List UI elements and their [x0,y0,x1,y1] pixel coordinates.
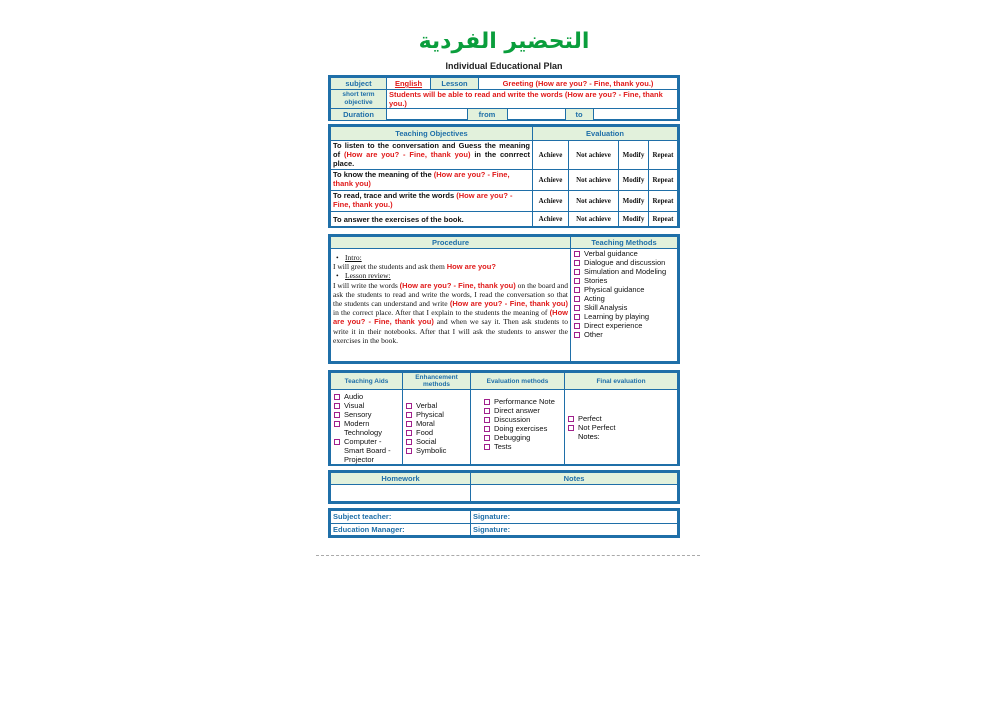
method-checkbox[interactable]: Stories [573,276,675,285]
enhancement-checkbox[interactable]: Moral [405,419,468,428]
aid-checkbox[interactable]: Audio [333,392,400,401]
method-checkbox[interactable]: Acting [573,294,675,303]
teaching-aids-header: Teaching Aids [331,373,403,390]
to-value [593,109,677,120]
notes-header: Notes [471,473,678,485]
enhancement-checkbox[interactable]: Verbal [405,401,468,410]
objectives-table [328,124,680,228]
document-header [328,28,680,72]
evaluation-checkbox[interactable]: Tests [483,442,562,451]
arabic-title: التحضير الفردية [418,29,590,54]
evaluation-checkbox[interactable]: Debugging [483,433,562,442]
procedure-text [331,249,571,362]
review-heading: • Lesson review: [333,271,568,280]
method-checkbox[interactable]: Dialogue and discussion [573,258,675,267]
aid-checkbox[interactable]: Modern Technology [333,419,400,437]
final-checkbox[interactable]: Perfect [567,414,675,423]
enhancement-checkbox[interactable]: Food [405,428,468,437]
objective-row: To answer the exercises of the book. [331,212,533,227]
teaching-methods-list [571,249,678,362]
enhancement-checkbox[interactable]: Social [405,437,468,446]
evaluation-checkbox[interactable]: Performance Note [483,397,562,406]
method-checkbox[interactable]: Physical guidance [573,285,675,294]
method-checkbox[interactable]: Other [573,330,675,339]
final-evaluation-list [565,390,678,465]
aid-checkbox[interactable]: Sensory [333,410,400,419]
modify-option[interactable]: Modify [619,212,649,227]
objective-value: Students will be able to read and write the words (How are you? - Fine, thank you.) [387,90,678,109]
info-table [328,75,680,121]
not-achieve-option[interactable]: Not achieve [569,191,619,212]
duration-label: Duration [331,109,387,121]
teaching-aids-list [331,390,403,465]
not-achieve-option[interactable]: Not achieve [569,212,619,227]
procedure-table [328,234,680,364]
lesson-label: Lesson [431,78,479,90]
subject-value: English [387,78,431,90]
not-achieve-option[interactable]: Not achieve [569,141,619,170]
subject-label: subject [331,78,387,90]
teacher-signature-label: Signature: [471,511,678,524]
repeat-option[interactable]: Repeat [649,170,678,191]
duration-row [387,109,678,121]
review-text: I will write the words (How are you? - Fine, thank you) on the board and ask the students to read and write the words, I read the conversation so that the students can understand and write (How are you? - Fine, thank you) in the correct place. After that I explain to the students the meaning of (How are you? - Fine, thank you) and when we say it. Then ask students to write it in their notebooks. After that I will ask the students to answer the exercises in the book. [333,280,568,345]
intro-heading: • Intro: [333,253,568,262]
modify-option[interactable]: Modify [619,191,649,212]
repeat-option[interactable]: Repeat [649,191,678,212]
achieve-option[interactable]: Achieve [533,141,569,170]
achieve-option[interactable]: Achieve [533,212,569,227]
objective-row: To read, trace and write the words (How are you? - Fine, thank you.) [331,191,533,212]
enhancement-methods-list [403,390,471,465]
method-checkbox[interactable]: Learning by playing [573,312,675,321]
method-checkbox[interactable]: Direct experience [573,321,675,330]
method-checkbox[interactable]: Simulation and Modeling [573,267,675,276]
method-checkbox[interactable]: Skill Analysis [573,303,675,312]
modify-option[interactable]: Modify [619,170,649,191]
teaching-objectives-header: Teaching Objectives [331,127,533,141]
evaluation-checkbox[interactable]: Doing exercises [483,424,562,433]
homework-field[interactable] [331,485,471,502]
to-label: to [565,109,593,120]
evaluation-checkbox[interactable]: Direct answer [483,406,562,415]
not-achieve-option[interactable]: Not achieve [569,170,619,191]
achieve-option[interactable]: Achieve [533,170,569,191]
education-manager-label: Education Manager: [331,523,471,536]
duration-value [387,109,467,120]
final-evaluation-header: Final evaluation [565,373,678,390]
method-checkbox[interactable]: Verbal guidance [573,249,675,258]
objective-label: short term objective [331,90,387,109]
subject-teacher-label: Subject teacher: [331,511,471,524]
aids-table [328,370,680,466]
teaching-methods-header: Teaching Methods [571,237,678,249]
aid-checkbox[interactable]: Visual [333,401,400,410]
repeat-option[interactable]: Repeat [649,141,678,170]
evaluation-checkbox[interactable]: Discussion [483,415,562,424]
evaluation-methods-header: Evaluation methods [471,373,565,390]
final-notes-label: Notes: [578,432,600,441]
aid-checkbox[interactable]: Computer - Smart Board - Projector [333,437,400,464]
homework-table [328,470,680,504]
notes-field[interactable] [471,485,678,502]
procedure-header: Procedure [331,237,571,249]
page-divider [316,555,700,556]
intro-text: I will greet the students and ask them How are you? [333,262,496,272]
signatures-table [328,508,680,538]
evaluation-methods-list [471,390,565,465]
enhancement-checkbox[interactable]: Symbolic [405,446,468,455]
final-checkbox[interactable]: Not Perfect [567,423,675,432]
english-title: Individual Educational Plan [445,61,563,71]
repeat-option[interactable]: Repeat [649,212,678,227]
objective-row: To listen to the conversation and Guess the meaning of (How are you? - Fine, thank you) in the conrrect place. [331,141,533,170]
enhancement-methods-header: Enhancement methods [403,373,471,390]
lesson-value: Greeting (How are you? - Fine, thank you.) [479,78,678,90]
evaluation-header: Evaluation [533,127,678,141]
from-value [507,109,565,120]
enhancement-checkbox[interactable]: Physical [405,410,468,419]
homework-header: Homework [331,473,471,485]
objective-row: To know the meaning of the (How are you? - Fine, thank you) [331,170,533,191]
modify-option[interactable]: Modify [619,141,649,170]
from-label: from [467,109,507,120]
achieve-option[interactable]: Achieve [533,191,569,212]
manager-signature-label: Signature: [471,523,678,536]
